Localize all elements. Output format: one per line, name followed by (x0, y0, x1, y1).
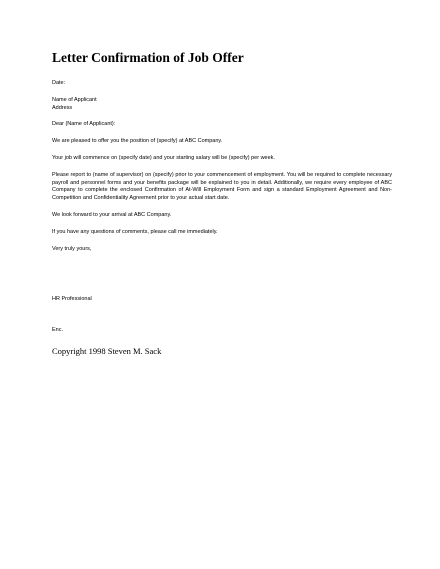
paragraph-report-instructions: Please report to (name of supervisor) on (specify) prior to your commencement of employment. You will be required to complete necessary payroll and personnel forms and your benefits package will be explained to you in detail. Additionally, we require every employee of ABC Company to complete the enclosed Confirmation of At-Will Employment Form and sign a standard Employment Agreement and Non-Competition and Confidentiality Agreement prior to your actual start date. (52, 171, 392, 202)
copyright-notice: Copyright 1998 Steven M. Sack (52, 345, 162, 356)
applicant-name: Name of Applicant (52, 96, 97, 103)
paragraph-questions: If you have any questions of comments, please call me immediately. (52, 228, 218, 235)
letter-page (52, 50, 392, 356)
paragraph-position: We are pleased to offer you the position of (specify) at ABC Company. (52, 138, 223, 145)
paragraph-start-date: Your job will commence on (specify date) and your starting salary will be (specify) per week. (52, 154, 275, 161)
applicant-address: Address (52, 104, 73, 111)
salutation: Dear (Name of Applicant): (52, 121, 116, 128)
letter-title: Letter Confirmation of Job Offer (52, 50, 244, 65)
closing: Very truly yours, (52, 245, 92, 252)
enclosure-note: Enc. (52, 327, 64, 334)
signer-name: HR Professional (52, 296, 92, 303)
letter-body (52, 80, 392, 335)
paragraph-look-forward: We look forward to your arrival at ABC Company. (52, 211, 172, 218)
date-label: Date: (52, 80, 66, 86)
